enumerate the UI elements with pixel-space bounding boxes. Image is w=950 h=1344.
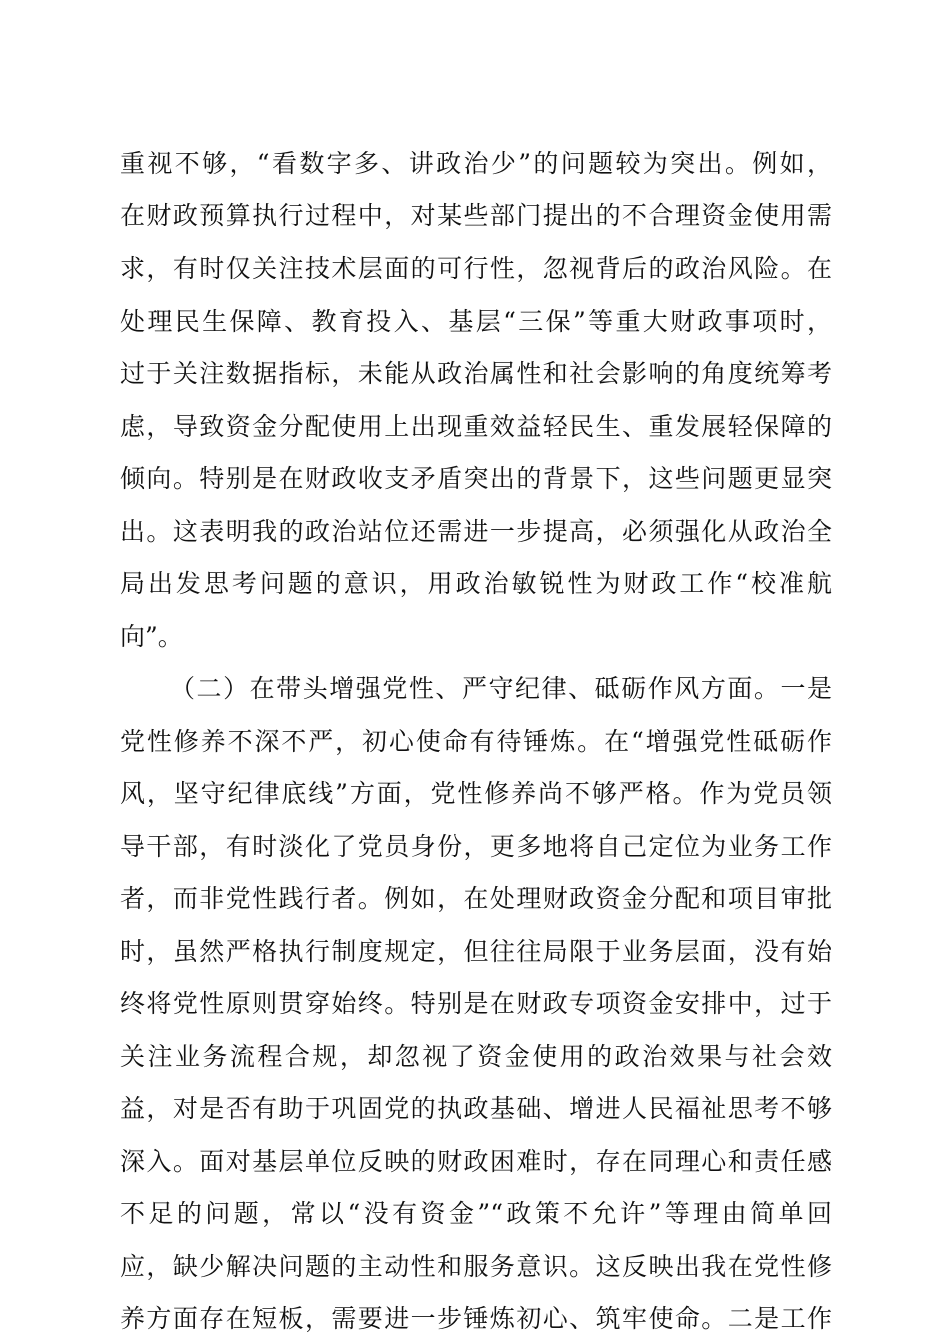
text-line-20: 深入。面对基层单位反映的财政困难时，存在同理心和责任感 (120, 1147, 832, 1176)
text-line-18: 关注业务流程合规，却忽视了资金使用的政治效果与社会效 (120, 1042, 832, 1071)
text-line-22: 应，缺少解决问题的主动性和服务意识。这反映出我在党性修 (120, 1252, 832, 1281)
text-line-16: 时，虽然严格执行制度规定，但往往局限于业务层面，没有始 (120, 937, 832, 966)
text-line-1: 重视不够，“看数字多、讲政治少”的问题较为突出。例如， (120, 149, 832, 178)
text-line-9: 局出发思考问题的意识，用政治敏锐性为财政工作“校准航 (120, 569, 832, 598)
text-line-3: 求，有时仅关注技术层面的可行性，忽视背后的政治风险。在 (120, 254, 832, 283)
text-line-21: 不足的问题，常以“没有资金”“政策不允许”等理由简单回 (120, 1199, 832, 1228)
text-line-6: 虑，导致资金分配使用上出现重效益轻民生、重发展轻保障的 (120, 412, 832, 441)
text-line-23: 养方面存在短板，需要进一步锤炼初心、筑牢使命。二是工作 (120, 1304, 832, 1333)
section-heading-line: （二）在带头增强党性、严守纪律、砥砺作风方面。一是 (170, 674, 832, 703)
text-line-19: 益，对是否有助于巩固党的执政基础、增进人民福祉思考不够 (120, 1094, 832, 1123)
text-line-4: 处理民生保障、教育投入、基层“三保”等重大财政事项时， (120, 307, 832, 336)
text-line-10: 向”。 (120, 622, 183, 651)
text-line-17: 终将党性原则贯穿始终。特别是在财政专项资金安排中，过于 (120, 989, 832, 1018)
text-line-14: 导干部，有时淡化了党员身份，更多地将自己定位为业务工作 (120, 832, 832, 861)
text-line-13: 风，坚守纪律底线”方面，党性修养尚不够严格。作为党员领 (120, 779, 832, 808)
text-line-8: 出。这表明我的政治站位还需进一步提高，必须强化从政治全 (120, 517, 832, 546)
text-line-12: 党性修养不深不严，初心使命有待锤炼。在“增强党性砥砺作 (120, 727, 832, 756)
text-line-5: 过于关注数据指标，未能从政治属性和社会影响的角度统筹考 (120, 359, 832, 388)
text-line-2: 在财政预算执行过程中，对某些部门提出的不合理资金使用需 (120, 201, 832, 230)
text-line-7: 倾向。特别是在财政收支矛盾突出的背景下，这些问题更显突 (120, 464, 832, 493)
text-line-15: 者，而非党性践行者。例如，在处理财政资金分配和项目审批 (120, 884, 832, 913)
